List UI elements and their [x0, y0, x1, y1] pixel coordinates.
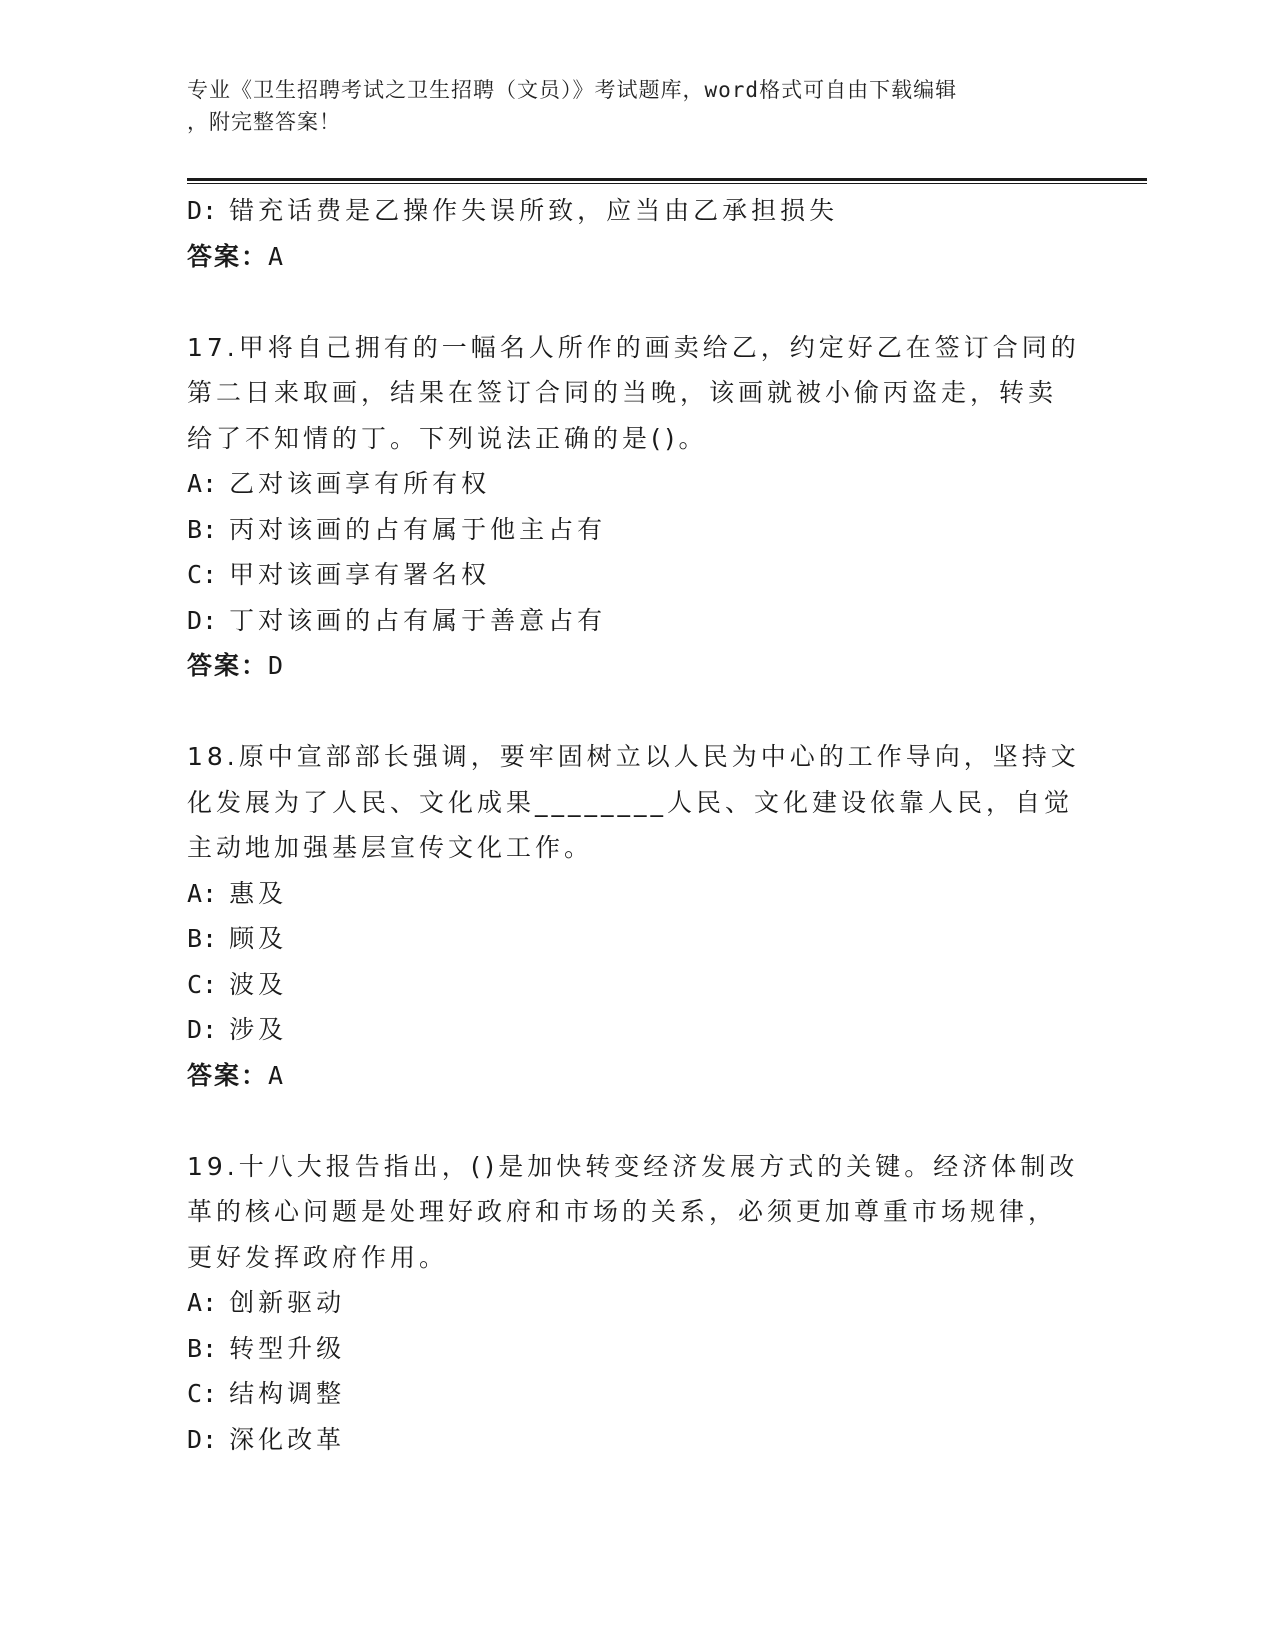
- option-letter: A:: [187, 878, 218, 908]
- option-text: 涉及: [229, 1015, 288, 1044]
- option-text: 丁对该画的占有属于善意占有: [229, 605, 607, 635]
- page-header: [187, 74, 1067, 138]
- option-letter: A:: [187, 1288, 218, 1317]
- option-b: [187, 507, 1087, 553]
- option-letter: D:: [187, 1424, 218, 1454]
- option-a: [187, 1280, 1087, 1326]
- option-letter: D:: [187, 605, 218, 635]
- option-text: 创新驱动: [229, 1288, 346, 1317]
- question-stem-line: 给了不知情的丁。下列说法正确的是()。: [187, 423, 708, 453]
- option-letter: B:: [187, 924, 218, 953]
- option-d: [187, 1417, 1087, 1463]
- question-18: [187, 734, 1087, 1098]
- question-stem-line: 17.甲将自己拥有的一幅名人所作的画卖给乙，约定好乙在签订合同的: [187, 332, 1080, 362]
- question-stem-line: 更好发挥政府作用。: [187, 1242, 449, 1272]
- header-line-2: ，附完整答案！: [187, 110, 341, 134]
- question-stem-line: 18.原中宣部部长强调，要牢固树立以人民为中心的工作导向，坚持文: [187, 742, 1080, 771]
- option-letter: A:: [187, 469, 218, 498]
- option-c: [187, 552, 1087, 598]
- answer-value: A: [268, 241, 286, 271]
- option-d: [187, 1007, 1087, 1053]
- option-letter: B:: [187, 1333, 218, 1363]
- question-stem-line: 第二日来取画，结果在签订合同的当晚，该画就被小偷丙盗走，转卖: [187, 378, 1058, 407]
- answer-label: 答案：: [187, 651, 269, 680]
- answer-value: D: [268, 651, 286, 680]
- question-stem-line: 主动地加强基层宣传文化工作。: [187, 833, 594, 862]
- option-text: 惠及: [229, 878, 288, 908]
- option-letter: C:: [187, 1379, 218, 1408]
- option-a: [187, 871, 1087, 917]
- option-d: [187, 188, 1087, 234]
- question-stem-line: 19.十八大报告指出，()是加快转变经济发展方式的关键。经济体制改: [187, 1151, 1079, 1181]
- option-text: 波及: [229, 969, 288, 999]
- option-d: [187, 598, 1087, 644]
- option-text: 丙对该画的占有属于他主占有: [229, 514, 607, 544]
- header-rule-thin: [187, 183, 1147, 184]
- option-c: [187, 962, 1087, 1008]
- option-text: 乙对该画享有所有权: [229, 469, 491, 498]
- answer-line: [187, 643, 1087, 689]
- option-letter: D:: [187, 1015, 218, 1044]
- question-stem-line: 革的核心问题是处理好政府和市场的关系，必须更加尊重市场规律，: [187, 1197, 1058, 1226]
- question-stem-line: 化发展为了人民、文化成果________人民、文化建设依靠人民，自觉: [187, 787, 1074, 817]
- answer-label: 答案：: [187, 1060, 269, 1090]
- answer-line: [187, 1053, 1087, 1099]
- option-c: [187, 1371, 1087, 1417]
- option-text: 结构调整: [229, 1379, 346, 1408]
- option-letter: C:: [187, 560, 218, 589]
- answer-line: [187, 234, 1087, 280]
- option-letter: B:: [187, 514, 218, 544]
- header-rule-thick: [187, 178, 1147, 181]
- question-17: [187, 325, 1087, 689]
- option-text: 错充话费是乙操作失误所致，应当由乙承担损失: [229, 196, 839, 225]
- answer-value: A: [268, 1060, 286, 1090]
- option-b: [187, 1326, 1087, 1372]
- option-b: [187, 916, 1087, 962]
- option-text: 转型升级: [229, 1333, 346, 1363]
- option-letter: C:: [187, 969, 218, 999]
- header-line-1: 专业《卫生招聘考试之卫生招聘（文员）》考试题库，word格式可自由下载编辑: [187, 78, 958, 102]
- option-text: 甲对该画享有署名权: [229, 560, 491, 589]
- option-letter: D:: [187, 196, 218, 225]
- answer-label: 答案：: [187, 241, 269, 271]
- option-a: [187, 461, 1087, 507]
- option-text: 顾及: [229, 924, 288, 953]
- question-19: [187, 1144, 1087, 1463]
- question-content: [187, 188, 1087, 1462]
- option-text: 深化改革: [229, 1424, 346, 1454]
